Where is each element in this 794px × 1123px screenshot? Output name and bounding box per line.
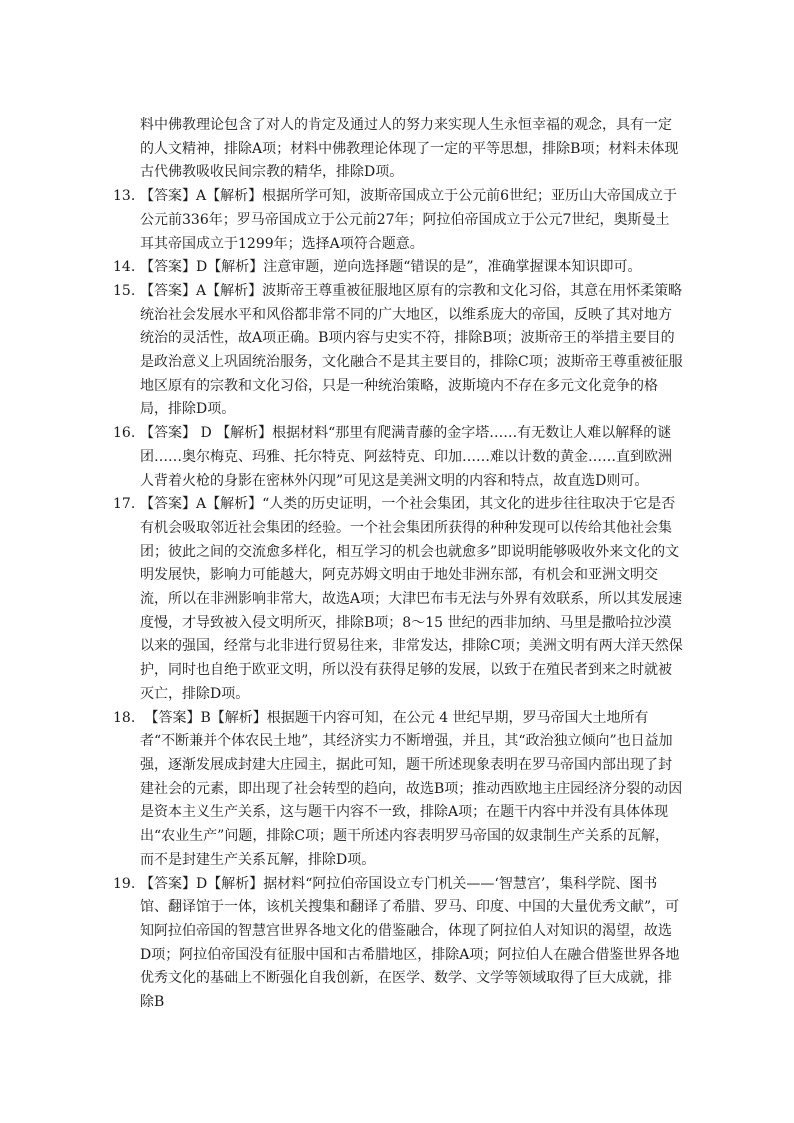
item-text: 【答案】 D 【解析】根据材料“那里有爬满青藤的金字塔……有无数让人难以解释的谜团……奥尔梅克、玛雅、托尔特克、阿兹特克、印加……难以计数的黄金……直到欧洲人背着火枪的身影在密林外闪现”可见这是美洲文明的内容和特点，故直选D则可。 [140,425,672,489]
list-item [113,185,683,256]
answer-explanations [113,114,683,1015]
item-text: 【答案】D【解析】注意审题，逆向选择题“错误的是”，准确掌握课本知识即可。 [140,259,642,276]
item-text: 【答案】A【解析】根据所学可知，波斯帝国成立于公元前6世纪；亚历山大帝国成立于公元前336年；罗马帝国成立于公元前27年；阿拉伯帝国成立于公元7世纪，奥斯曼土耳其帝国成立于1299年；选择A项符合题意。 [140,188,678,252]
item-number: 14. [113,259,136,276]
list-item [113,114,683,185]
list-item [113,873,683,1015]
list-item [113,256,683,280]
item-number: 16. [113,425,136,442]
item-number: 17. [113,496,136,513]
item-text: 【答案】B【解析】根据题干内容可知，在公元 4 世纪早期，罗马帝国大土地所有者“不断兼并个体农民土地”，其经济实力不断增强，并且，其“政治独立倾向”也日益加强，逐渐发展成封建大庄园主，据此可知，题干所述现象表明在罗马帝国内部出现了封建社会的元素，即出现了社会转型的趋向，故选B项；推动西欧地主庄园经济分裂的动因是资本主义生产关系，这与题干内容不一致，排除A项；在题干内容中并没有具体体现出“农业生产”问题，排除C项；题干所述内容表明罗马帝国的奴隶制生产关系的瓦解，而不是封建生产关系瓦解，排除D项。 [140,709,683,868]
list-item [113,493,683,706]
item-number: 18. [113,709,136,726]
list-item [113,707,683,873]
item-text: 料中佛教理论包含了对人的肯定及通过人的努力来实现人生永恒幸福的观念，具有一定的人文精神，排除A项；材料中佛教理论体现了一定的平等思想，排除B项；材料未体现古代佛教吸收民间宗教的精华，排除D项。 [140,117,679,181]
item-text: 【答案】D【解析】据材料“阿拉伯帝国设立专门机关——‘智慧宫’，集科学院、图书馆、翻译馆于一体，该机关搜集和翻译了希腊、罗马、印度、中国的大量优秀文献”，可知阿拉伯帝国的智慧宫世界各地文化的借鉴融合，体现了阿拉伯人对知识的渴望，故选D项；阿拉伯帝国没有征服中国和古希腊地区，排除A项；阿拉伯人在融合借鉴世界各地优秀文化的基础上不断强化自我创新，在医学、数学、文学等领域取得了巨大成就，排除B [140,875,680,1011]
item-number: 13. [113,188,136,205]
list-item [113,280,683,422]
item-number: 15. [113,282,136,299]
item-text: 【答案】A【解析】波斯帝王尊重被征服地区原有的宗教和文化习俗，其意在用怀柔策略统治社会发展水平和风俗都非常不同的广大地区，以维系庞大的帝国，反映了其对地方统治的灵活性，故A项正确。B项内容与史实不符，排除B项；波斯帝王的举措主要目的是政治意义上巩固统治服务，文化融合不是其主要目的，排除C项；波斯帝王尊重被征服地区原有的宗教和文化习俗，只是一种统治策略，波斯境内不存在多元文化竞争的格局，排除D项。 [140,282,683,418]
item-text: 【答案】A【解析】“人类的历史证明，一个社会集团，其文化的进步往往取决于它是否有机会吸取邻近社会集团的经验。一个社会集团所获得的种种发现可以传给其他社会集团；彼此之间的交流愈多样化，相互学习的机会也就愈多”即说明能够吸收外来文化的文明发展快，影响力可能越大，阿克苏姆文明由于地处非洲东部，有机会和亚洲文明交流，所以在非洲影响非常大，故选A项；大津巴布韦无法与外界有效联系，所以其发展速度慢，才导致被入侵文明所灭，排除B项；8～15 世纪的西非加纳、马里是撒哈拉沙漠以来的强国，经常与北非进行贸易往来，非常发达，排除C项；美洲文明有两大洋天然保护，同时也自绝于欧亚文明，所以没有获得足够的发展，以致于在殖民者到来之时就被灭亡，排除D项。 [140,496,683,702]
list-item [113,422,683,493]
item-number: 19. [113,875,136,892]
